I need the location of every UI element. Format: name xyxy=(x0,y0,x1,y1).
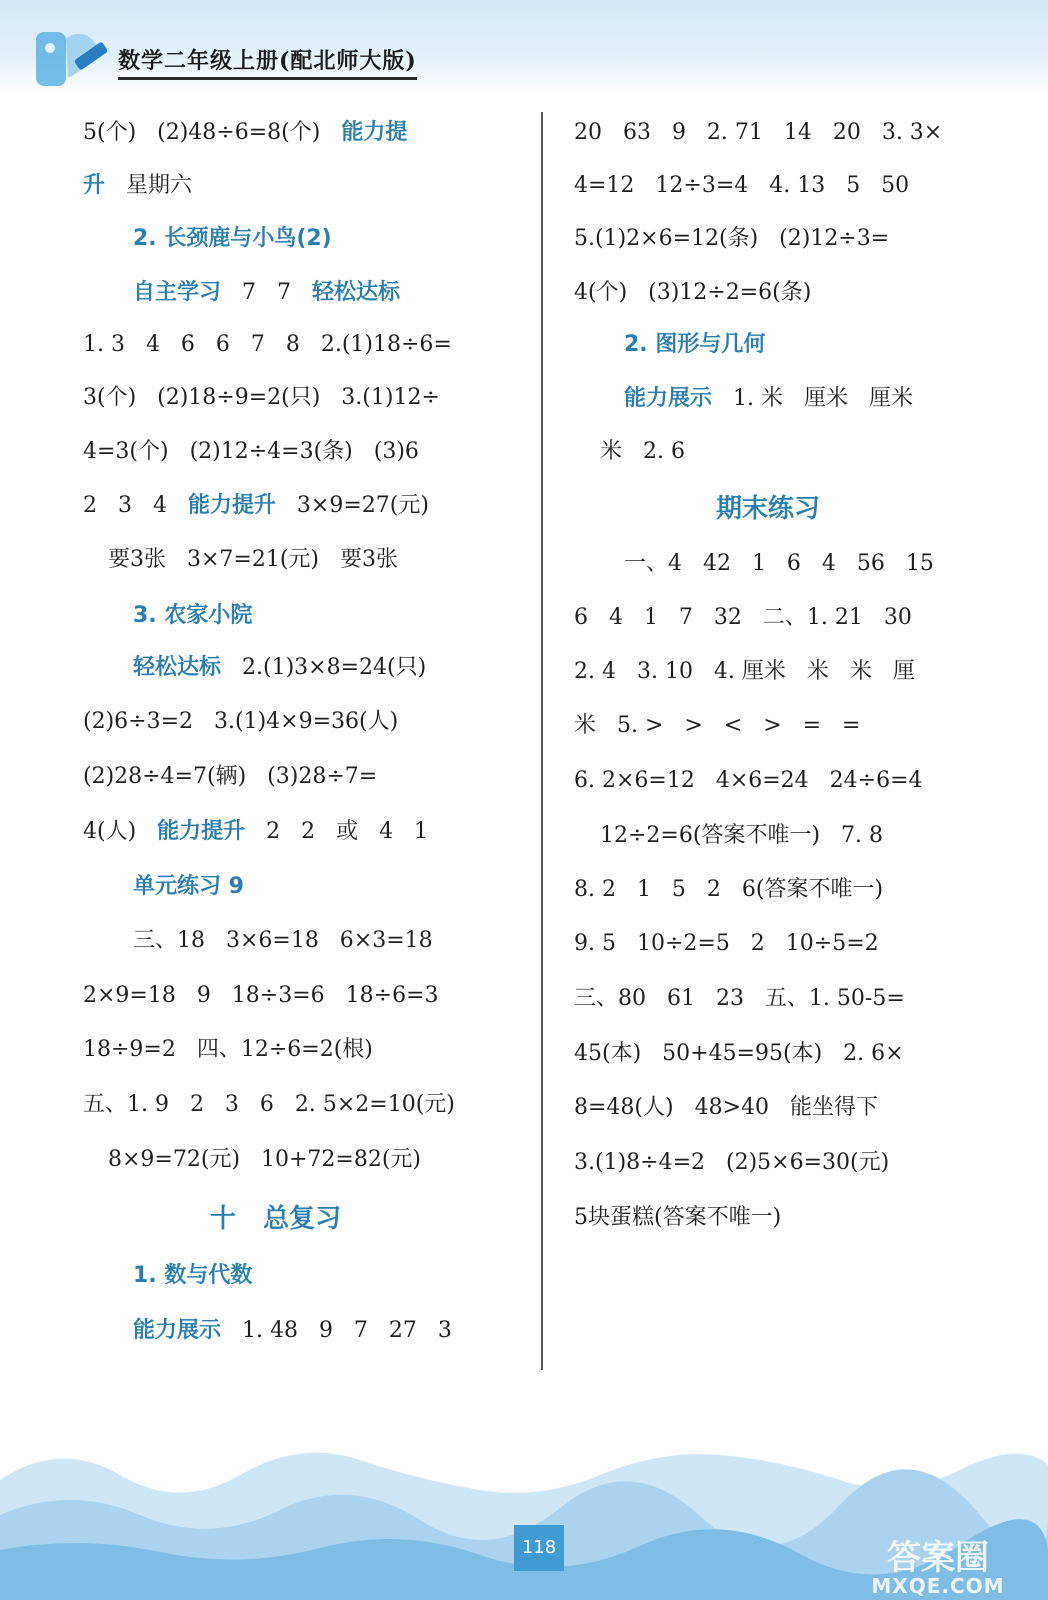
book-title: 数学二年级上册(配北师大版) xyxy=(118,44,417,80)
answer-line xyxy=(624,384,913,414)
section-heading xyxy=(133,224,332,254)
answer-text: 4(个) (3)12÷2=6(条) xyxy=(574,280,812,305)
answer-line xyxy=(108,545,398,575)
answer-line xyxy=(574,711,860,741)
answer-text: 三、80 61 23 五、1. 50-5= xyxy=(574,986,905,1011)
answer-line xyxy=(574,118,942,148)
highlight-label: 轻松达标 xyxy=(133,655,222,680)
answer-line xyxy=(624,549,934,579)
answer-line xyxy=(574,875,883,905)
answer-line xyxy=(574,1203,781,1233)
answer-text: 4=3(个) (2)12÷4=3(条) (3)6 xyxy=(83,439,419,464)
answer-text: 2. 4 3. 10 4. 厘米 米 米 厘 xyxy=(574,659,915,684)
answer-line xyxy=(108,1145,421,1175)
answer-line xyxy=(83,437,419,467)
highlight-label: 能力展示 xyxy=(624,386,713,411)
answer-line xyxy=(600,437,685,467)
answer-line xyxy=(574,603,912,633)
answer-line xyxy=(574,278,811,308)
answer-text: 5块蛋糕(答案不唯一) xyxy=(574,1205,782,1230)
answer-line xyxy=(133,278,400,308)
answer-text: 7 7 xyxy=(221,280,312,305)
highlight-label: 2. 长颈鹿与小鸟(2) xyxy=(133,226,332,251)
answer-text: 3×9=27(元) xyxy=(275,493,429,518)
answer-text: 1. 3 4 6 6 7 8 2.(1)18÷6= xyxy=(83,332,452,357)
answer-text: 米 5. > > < > = = xyxy=(574,713,861,738)
answer-text: 18÷9=2 四、12÷6=2(根) xyxy=(83,1037,373,1062)
highlight-label: 十 总复习 xyxy=(210,1204,342,1234)
answer-text: 8. 2 1 5 2 6(答案不唯一) xyxy=(574,877,884,902)
answer-line xyxy=(600,821,883,851)
answer-text: 8×9=72(元) 10+72=82(元) xyxy=(108,1147,422,1172)
page-number: 118 xyxy=(514,1525,564,1571)
answer-text: 1. 48 9 7 27 3 xyxy=(221,1318,452,1343)
answer-line xyxy=(574,1148,889,1178)
answer-text: 20 63 9 2. 71 14 20 3. 3× xyxy=(574,120,943,145)
highlight-label: 自主学习 xyxy=(133,280,222,305)
answer-text: 45(本) 50+45=95(本) 2. 6× xyxy=(574,1041,904,1066)
answer-text: 米 2. 6 xyxy=(600,439,685,464)
section-heading xyxy=(133,872,244,902)
answer-line xyxy=(574,984,905,1014)
highlight-label: 1. 数与代数 xyxy=(133,1263,253,1288)
answer-text: 6 4 1 7 32 二、1. 21 30 xyxy=(574,605,912,630)
answer-text: 三、18 3×6=18 6×3=18 xyxy=(133,928,433,953)
answer-line xyxy=(574,1093,878,1123)
answer-line xyxy=(83,491,429,521)
answer-text: 6. 2×6=12 4×6=24 24÷6=4 xyxy=(574,768,923,793)
chapter-heading xyxy=(716,492,820,526)
column-divider xyxy=(541,112,543,1370)
answer-line xyxy=(133,926,433,956)
highlight-label: 2. 图形与几何 xyxy=(624,332,766,357)
highlight-label: 单元练习 9 xyxy=(133,874,244,899)
answer-line xyxy=(83,762,377,792)
answer-text: 五、1. 9 2 3 6 2. 5×2=10(元) xyxy=(83,1092,455,1117)
answer-text: 要3张 3×7=21(元) 要3张 xyxy=(108,547,398,572)
answer-text: 2.(1)3×8=24(只) xyxy=(221,655,427,680)
answer-text: 3.(1)8÷4=2 (2)5×6=30(元) xyxy=(574,1150,890,1175)
answer-text: 2 2 或 4 1 xyxy=(245,819,429,844)
answer-line xyxy=(83,817,428,847)
answer-text: 一、4 42 1 6 4 56 15 xyxy=(624,551,934,576)
answer-text: 2×9=18 9 18÷3=6 18÷6=3 xyxy=(83,983,439,1008)
answer-text: 12÷2=6(答案不唯一) 7. 8 xyxy=(600,823,883,848)
watermark-url: MXQE.COM xyxy=(871,1574,1005,1598)
highlight-label: 能力提升 xyxy=(157,819,246,844)
answer-line xyxy=(133,1316,452,1346)
pencil-logo-icon xyxy=(28,18,118,100)
answer-line xyxy=(83,118,407,148)
highlight-label: 期末练习 xyxy=(716,494,821,524)
highlight-label: 能力展示 xyxy=(133,1318,222,1343)
answer-line xyxy=(574,224,889,254)
answer-text: 4(人) xyxy=(83,819,158,844)
answer-text: (2)28÷4=7(辆) (3)28÷7= xyxy=(83,764,378,789)
highlight-label: 升 xyxy=(83,173,106,198)
watermark-logo xyxy=(838,1540,1038,1596)
highlight-label: 3. 农家小院 xyxy=(133,603,253,628)
highlight-label: 轻松达标 xyxy=(311,280,400,305)
answer-line xyxy=(83,383,440,413)
answer-line xyxy=(83,1035,373,1065)
answer-text: 4=12 12÷3=4 4. 13 5 50 xyxy=(574,173,910,198)
answer-line xyxy=(83,1090,455,1120)
answer-text: 5(个) (2)48÷6=8(个) xyxy=(83,120,342,145)
answer-line xyxy=(133,653,426,683)
section-heading xyxy=(624,330,765,360)
highlight-label: 能力提升 xyxy=(187,493,276,518)
answer-line xyxy=(574,1039,904,1069)
answer-line xyxy=(83,171,192,201)
section-heading xyxy=(133,601,252,631)
answer-text: (2)6÷3=2 3.(1)4×9=36(人) xyxy=(83,709,399,734)
answer-text: 1. 米 厘米 厘米 xyxy=(712,386,913,411)
answer-text: 星期六 xyxy=(105,173,192,198)
chapter-heading xyxy=(210,1202,341,1236)
answer-line xyxy=(83,330,452,360)
highlight-label: 能力提 xyxy=(341,120,408,145)
answer-text: 3(个) (2)18÷9=2(只) 3.(1)12÷ xyxy=(83,385,440,410)
answer-line xyxy=(574,171,909,201)
watermark-logo-text: 答案圈 xyxy=(887,1538,989,1578)
answer-line xyxy=(574,929,879,959)
answer-text: 2 3 4 xyxy=(83,493,188,518)
answer-line xyxy=(83,981,439,1011)
answer-line xyxy=(574,766,923,796)
answer-text: 5.(1)2×6=12(条) (2)12÷3= xyxy=(574,226,890,251)
answer-text: 8=48(人) 48>40 能坐得下 xyxy=(574,1095,878,1120)
section-heading xyxy=(133,1261,252,1291)
answer-text: 9. 5 10÷2=5 2 10÷5=2 xyxy=(574,931,879,956)
answer-line xyxy=(574,657,915,687)
answer-line xyxy=(83,707,398,737)
